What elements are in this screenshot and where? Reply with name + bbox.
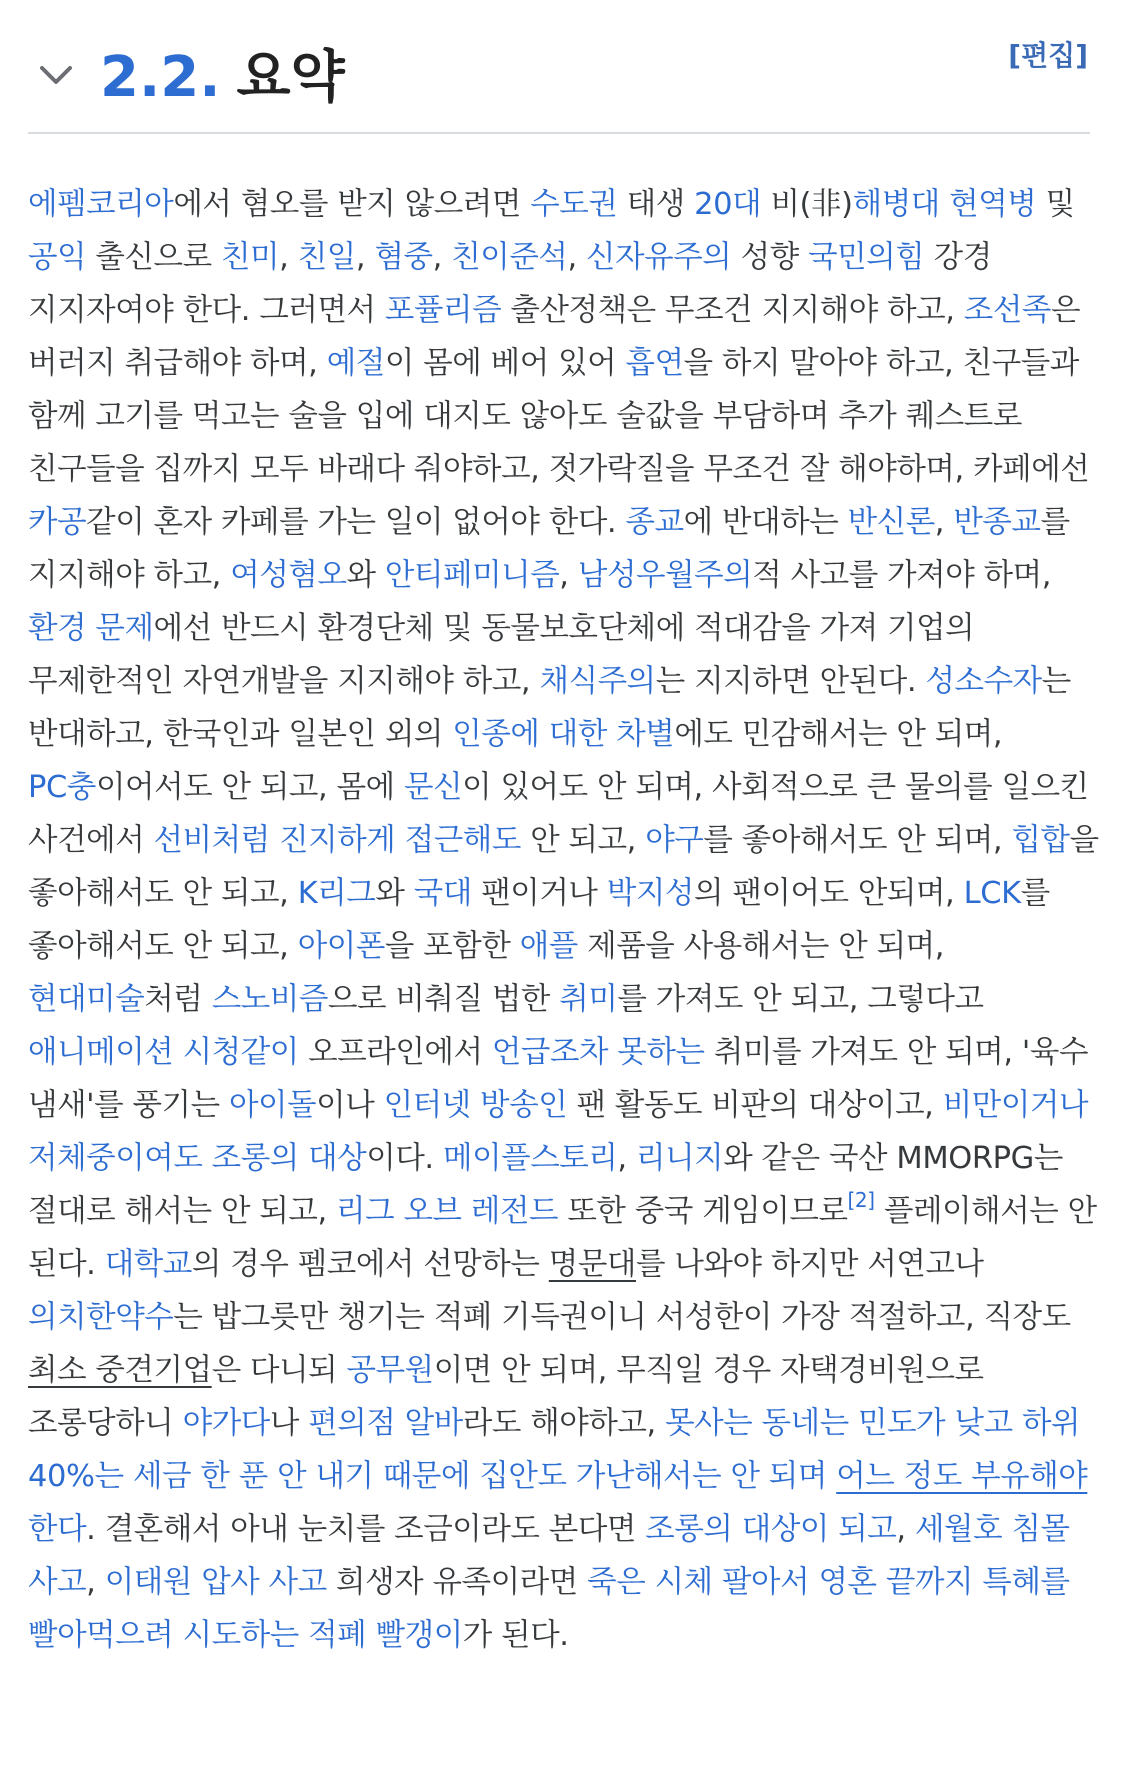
- text-run: 및: [1036, 187, 1075, 222]
- text-run: 성향: [731, 240, 809, 275]
- text-run: 을 포함한: [384, 929, 520, 964]
- summary-paragraph: [28, 178, 1100, 1662]
- wiki-link[interactable]: 해병대 현역병: [852, 187, 1037, 222]
- wiki-link[interactable]: 인종에 대한 차별: [452, 717, 675, 752]
- wiki-link[interactable]: 20대: [694, 187, 762, 222]
- wiki-link[interactable]: 흡연: [625, 346, 684, 381]
- wiki-link[interactable]: 예절: [326, 346, 385, 381]
- wiki-link[interactable]: 한다: [28, 1512, 87, 1547]
- wiki-link[interactable]: 힙합: [1011, 823, 1070, 858]
- wiki-link[interactable]: 편의점 알바: [308, 1406, 463, 1441]
- text-run: ,: [432, 240, 452, 275]
- text-run: 는 지지하면 안된다.: [655, 664, 926, 699]
- wiki-link[interactable]: 선비처럼 진지하게 접근해도: [153, 823, 521, 858]
- text-run: 은 버러지 취급해야 하며,: [28, 293, 1081, 381]
- wiki-link[interactable]: 언급조차 못하는: [491, 1035, 705, 1070]
- text-run: 같이 혼자 카페를 가는 일이 없어야 한다.: [86, 505, 626, 540]
- text-run: 나: [269, 1406, 309, 1441]
- text-run: 를 지지해야 하고,: [28, 505, 1070, 593]
- wiki-link[interactable]: 혐중: [374, 240, 433, 275]
- underlined-wiki-link[interactable]: 어느 정도 부유해야: [836, 1459, 1088, 1494]
- text-run: ,: [559, 558, 578, 593]
- wiki-link[interactable]: 여성혐오: [230, 558, 347, 593]
- wiki-link[interactable]: 에펨코리아: [28, 187, 174, 222]
- wiki-link[interactable]: PC충: [28, 770, 96, 805]
- text-run: 를 좋아해서도 안 되고,: [28, 876, 1050, 964]
- text-run: 라도 해야하고,: [462, 1406, 666, 1441]
- wiki-link[interactable]: 조선족: [963, 293, 1051, 328]
- text-run: 이 있어도 안 되며, 사회적으로 큰 물의를 일으킨 사건에서: [28, 770, 1089, 858]
- text-run: 에서 혐오를 받지 않으려면: [173, 187, 531, 222]
- text-run: 이 몸에 베어 있어: [384, 346, 626, 381]
- underlined-link[interactable]: 명문대: [548, 1247, 636, 1282]
- text-run: 와: [375, 876, 414, 911]
- text-run: ,: [279, 240, 298, 275]
- text-run: 이어서도 안 되고, 몸에: [95, 770, 404, 805]
- wiki-link[interactable]: 이태원 압사 사고: [104, 1565, 327, 1600]
- text-run: ,: [567, 240, 587, 275]
- text-run: ,: [896, 1512, 915, 1547]
- chevron-down-icon[interactable]: [38, 62, 74, 90]
- wiki-link[interactable]: 조롱의 대상이 되고: [645, 1512, 897, 1547]
- section-number[interactable]: 2.2.: [100, 45, 221, 110]
- text-run: 를 좋아해서도 안 되며,: [703, 823, 1012, 858]
- text-run: 에선 반드시 환경단체 및 동물보호단체에 적대감을 가져 기업의 무제한적인 자연개발을 지지해야 하고,: [28, 611, 975, 699]
- wiki-link[interactable]: 반신론: [847, 505, 935, 540]
- wiki-link[interactable]: 신자유주의: [586, 240, 732, 275]
- text-run: 취미를 가져도 안 되며, '육수 냄새'를 풍기는: [28, 1035, 1089, 1123]
- wiki-link[interactable]: 애플: [519, 929, 578, 964]
- wiki-link[interactable]: 인터넷 방송인: [383, 1088, 568, 1123]
- wiki-link[interactable]: 죽은 시체 팔아서 영혼 끝까지 특혜를 빨아먹으려 시도하는 적폐 빨갱이: [28, 1565, 1070, 1653]
- wiki-link[interactable]: 대학교: [104, 1247, 192, 1282]
- wiki-link[interactable]: 친이준석: [451, 240, 568, 275]
- text-run: 을 좋아해서도 안 되고,: [28, 823, 1099, 911]
- underlined-link[interactable]: 최소 중견기업: [28, 1353, 212, 1388]
- wiki-link[interactable]: K리그: [297, 876, 376, 911]
- section-header: [28, 20, 1090, 134]
- wiki-link[interactable]: 반종교: [953, 505, 1041, 540]
- wiki-link[interactable]: 채식주의: [539, 664, 656, 699]
- text-run: 의 경우 펨코에서 선망하는: [191, 1247, 549, 1282]
- wiki-link[interactable]: 종교: [625, 505, 684, 540]
- text-run: 을 하지 말아야 하고, 친구들과 함께 고기를 먹고는 술을 입에 대지도 않아도 술값을 부담하며 추가 퀘스트로 친구들을 집까지 모두 바래다 줘야하고, 젓가락질을 무조건 잘 해야하며, 카페에선: [28, 346, 1090, 487]
- text-run: 의 팬이어도 안되며,: [693, 876, 964, 911]
- footnote-link[interactable]: [2]: [847, 1188, 875, 1212]
- text-run: 출신으로: [86, 240, 221, 275]
- wiki-link[interactable]: 공익: [28, 240, 87, 275]
- text-run: 오프라인에서: [298, 1035, 492, 1070]
- wiki-link[interactable]: 메이플스토리: [443, 1141, 618, 1176]
- wiki-link[interactable]: 친미: [220, 240, 280, 275]
- text-run: 에도 민감해서는 안 되며,: [674, 717, 1003, 752]
- wiki-link[interactable]: 현대미술: [28, 982, 145, 1017]
- text-run: 는 반대하고, 한국인과 일본인 외의: [28, 664, 1071, 752]
- text-run: 이면 안 되며, 무직일 경우 자택경비원으로 조롱당하니: [28, 1353, 984, 1441]
- wiki-link[interactable]: 공무원: [346, 1353, 434, 1388]
- text-run: 와: [346, 558, 385, 593]
- wiki-link[interactable]: 못사는 동네는 민도가 낮고 하위 40%는 세금 한 푼 안 내기 때문에 집안도 가난해서는 안 되며: [28, 1406, 1081, 1494]
- wiki-link[interactable]: 아이돌: [228, 1088, 317, 1123]
- wiki-link[interactable]: 안티페미니즘: [384, 558, 560, 593]
- text-run: 이다.: [366, 1141, 444, 1176]
- text-run: 처럼: [144, 982, 212, 1017]
- text-run: 제품을 사용해서는 안 되며,: [577, 929, 945, 964]
- wiki-link[interactable]: 남성우월주의: [577, 558, 753, 593]
- text-run: 가 된다.: [462, 1618, 569, 1653]
- footnote-ref: [848, 1188, 875, 1212]
- text-run: 에 반대하는: [683, 505, 848, 540]
- text-run: 비(非): [761, 187, 853, 222]
- text-run: ,: [355, 240, 375, 275]
- wiki-link[interactable]: 야가다: [182, 1406, 270, 1441]
- wiki-link[interactable]: 의치한약수: [28, 1300, 174, 1335]
- text-run: 를 나와야 하지만 서연고나: [636, 1247, 984, 1282]
- wiki-link[interactable]: 세월호 침몰 사고: [28, 1512, 1070, 1600]
- wiki-link[interactable]: 문신: [404, 770, 463, 805]
- wiki-link[interactable]: 성소수자: [925, 664, 1042, 699]
- text-run: 적 사고를 가져야 하며,: [752, 558, 1052, 593]
- wiki-link[interactable]: 카공: [28, 505, 87, 540]
- text-run: 으로 비춰질 법한: [327, 982, 560, 1017]
- text-run: . 결혼해서 아내 눈치를 조금이라도 본다면: [86, 1512, 646, 1547]
- text-run: 강경 지지자여야 한다. 그러면서: [28, 240, 992, 328]
- wiki-link[interactable]: 아이폰: [297, 929, 385, 964]
- wiki-link[interactable]: 리그 오브 레전드: [336, 1194, 559, 1229]
- text-run: 를 가져도 안 되고, 그렇다고: [617, 982, 984, 1017]
- wiki-link[interactable]: 친일: [297, 240, 356, 275]
- wiki-link[interactable]: 국민의힘: [808, 240, 925, 275]
- text-run: 이나: [316, 1088, 384, 1123]
- section-heading: [100, 42, 345, 114]
- wiki-link[interactable]: 박지성: [606, 876, 694, 911]
- wiki-link[interactable]: 수도권: [530, 187, 618, 222]
- text-run: 출산정책은 무조건 지지해야 하고,: [501, 293, 964, 328]
- wiki-link[interactable]: 비만이거나 저체중이여도 조롱의 대상: [28, 1088, 1089, 1176]
- wiki-link[interactable]: 리니지: [636, 1141, 724, 1176]
- text-run: 은 다니되: [211, 1353, 347, 1388]
- text-run: ,: [86, 1565, 105, 1600]
- wiki-link[interactable]: 환경 문제: [28, 611, 154, 646]
- text-run: 안 되고,: [520, 823, 646, 858]
- wiki-link[interactable]: 포퓰리즘: [384, 293, 502, 328]
- section-content: [28, 178, 1100, 1662]
- text-run: 또한 중국 게임이므로: [558, 1194, 848, 1229]
- text-run: 팬이거나: [471, 876, 607, 911]
- wiki-link[interactable]: 취미: [559, 982, 618, 1017]
- text-run: 는 밥그릇만 챙기는 적폐 기득권이니 서성한이 가장 적절하고, 직장도: [173, 1300, 1071, 1335]
- wiki-link[interactable]: 야구: [645, 823, 704, 858]
- text-run: 태생: [617, 187, 695, 222]
- wiki-link[interactable]: 스노비즘: [211, 982, 328, 1017]
- text-run: 희생자 유족이라면: [326, 1565, 588, 1600]
- wiki-link[interactable]: 국대: [413, 876, 472, 911]
- text-run: 와 같은 국산 MMORPG는 절대로 해서는 안 되고,: [28, 1141, 1063, 1229]
- text-run: ,: [617, 1141, 636, 1176]
- wiki-link[interactable]: 애니메이션 시청같이: [28, 1035, 299, 1070]
- text-run: ,: [934, 505, 954, 540]
- wiki-link[interactable]: LCK: [963, 876, 1021, 911]
- edit-link[interactable]: [편집]: [1008, 39, 1088, 72]
- text-run: 팬 활동도 비판의 대상이고,: [567, 1088, 943, 1123]
- text-run: 플레이해서는 안 된다.: [28, 1194, 1097, 1282]
- section-title: 요약: [236, 45, 345, 110]
